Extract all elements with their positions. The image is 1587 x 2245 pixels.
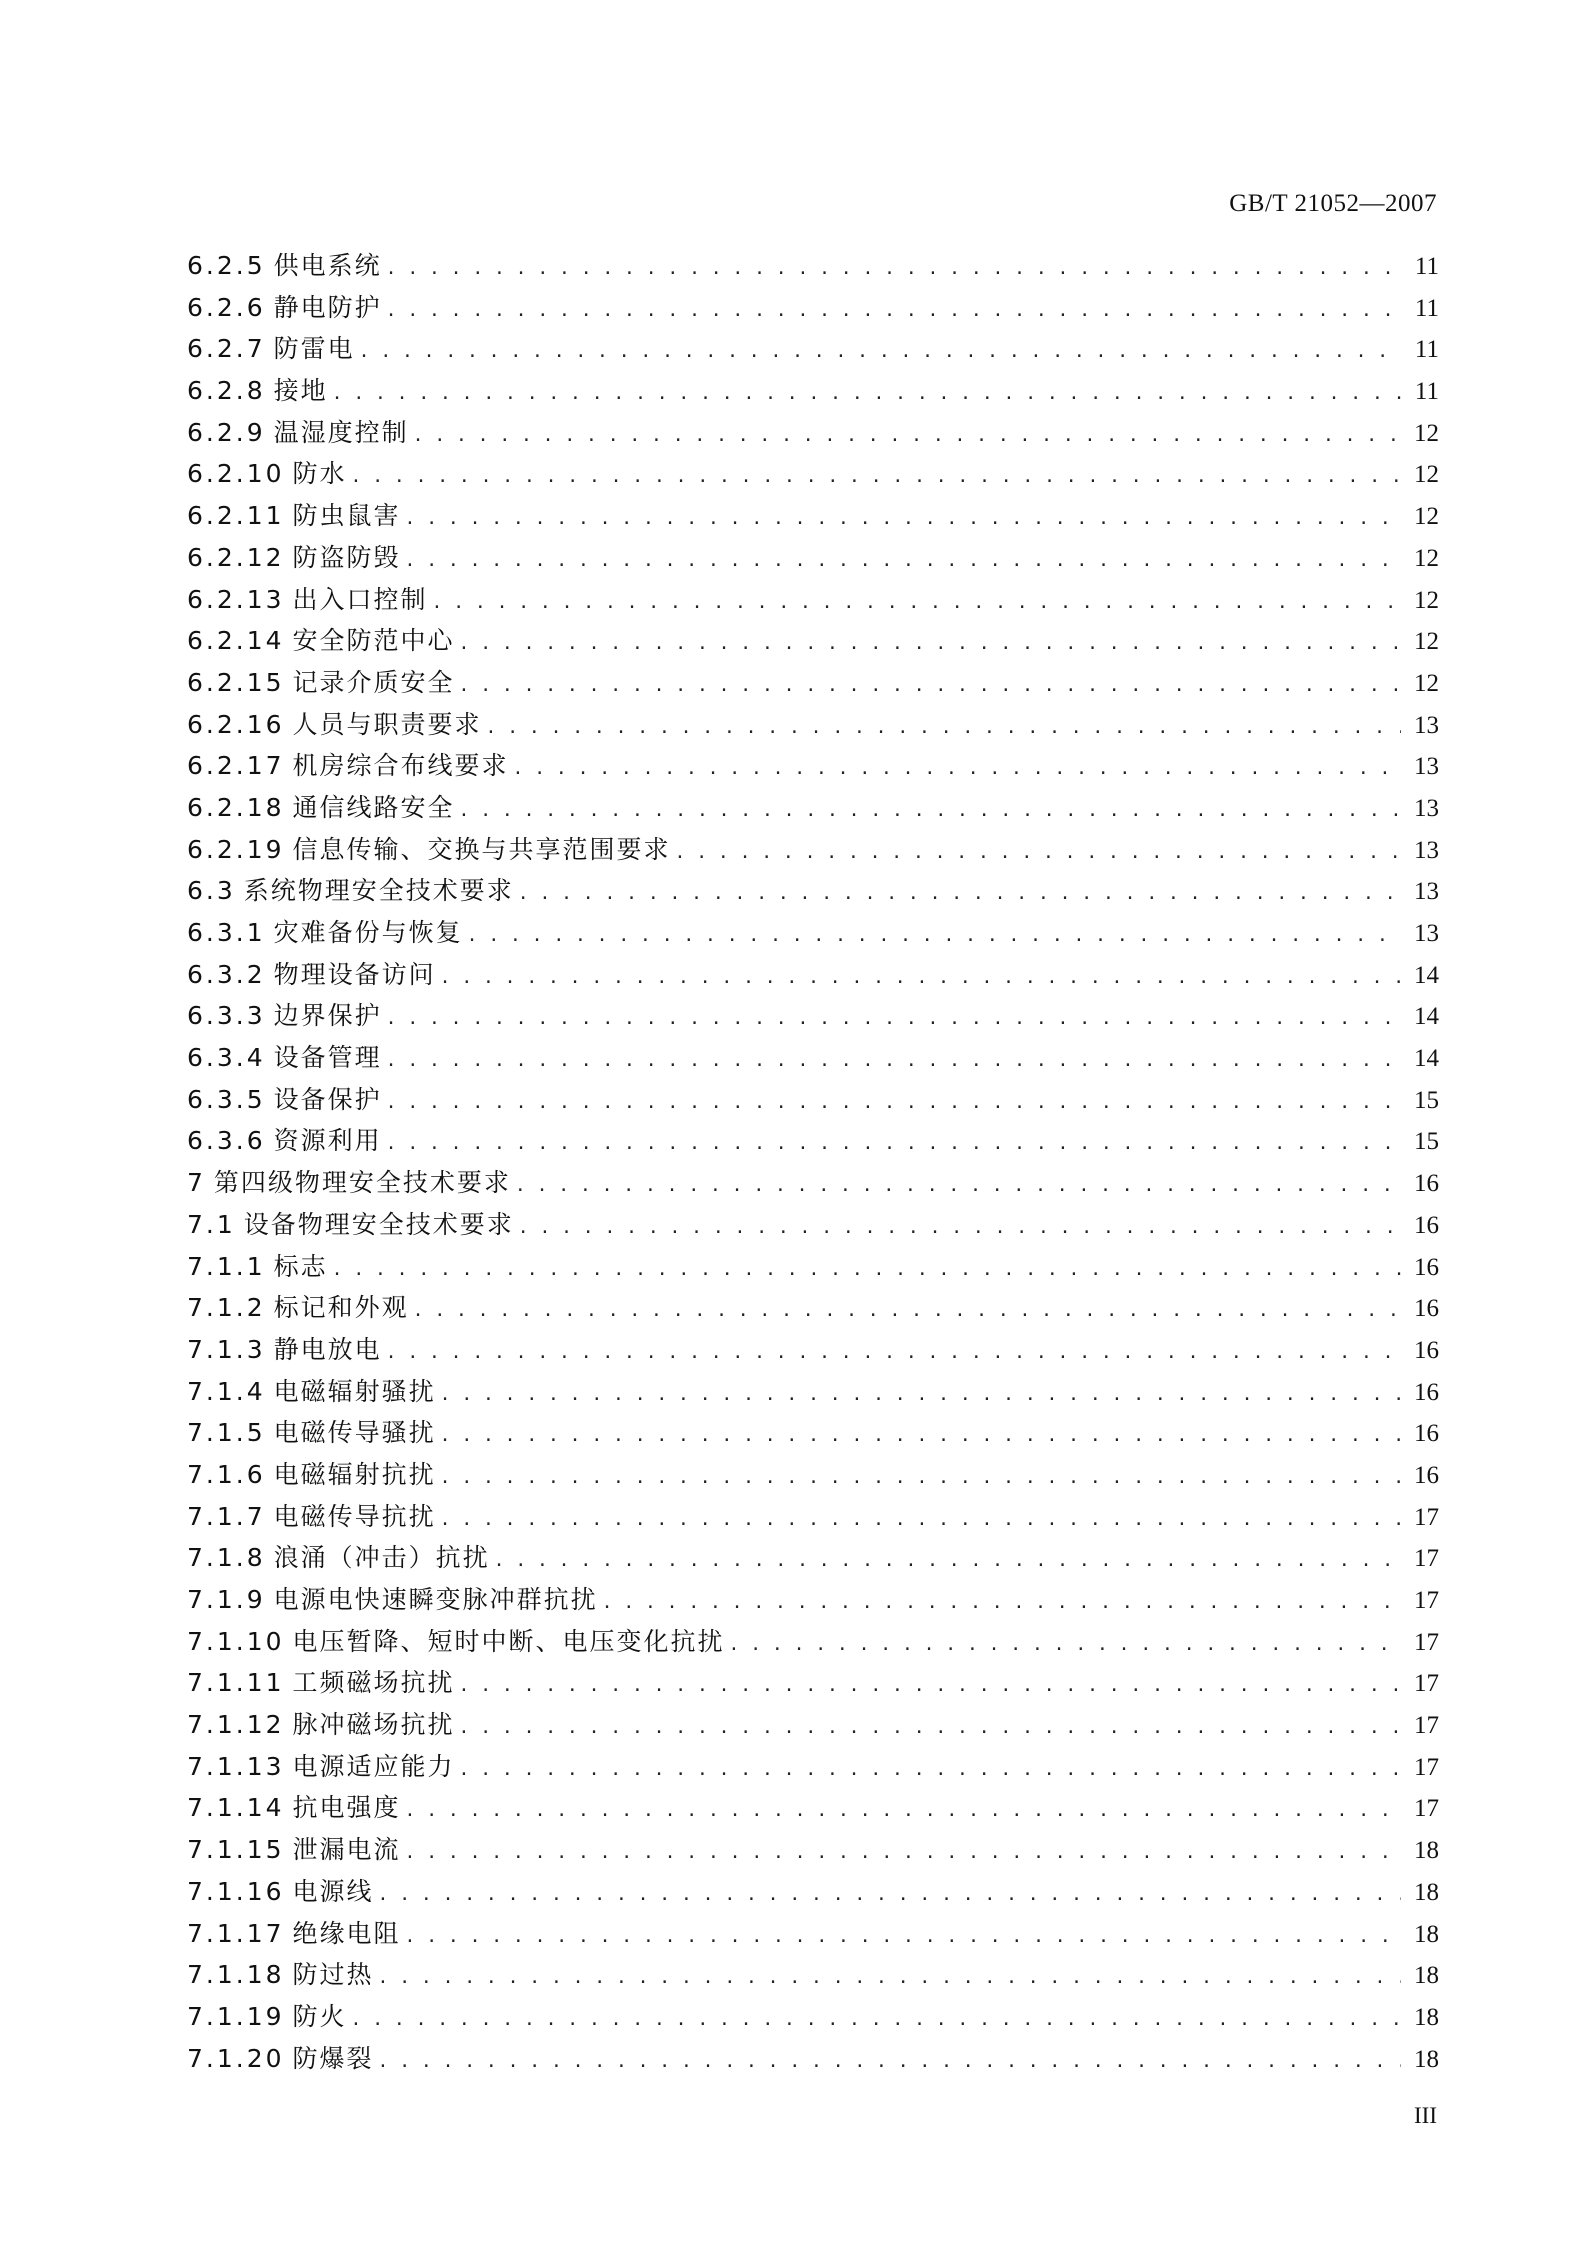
toc-entry-page: 15: [1414, 1086, 1439, 1114]
toc-entry: [187, 287, 1439, 329]
toc-entry: [187, 954, 1439, 996]
toc-entry-title: 电磁辐射抗扰: [273, 1459, 436, 1489]
toc-entry: [187, 1704, 1439, 1746]
toc-entry-number: 6.2.16: [187, 709, 285, 739]
toc-entry: [187, 1412, 1439, 1454]
toc-dot-leader: [386, 290, 1401, 332]
toc-entry-page: 16: [1414, 1253, 1439, 1281]
toc-entry-title: 标记和外观: [273, 1293, 409, 1323]
page-number: III: [1414, 2103, 1437, 2128]
toc-entry: [187, 495, 1439, 537]
toc-entry: [187, 787, 1439, 829]
toc-dot-leader: [378, 2041, 1401, 2083]
toc-entry-page: 17: [1414, 1753, 1439, 1781]
toc-entry-page: 16: [1414, 1461, 1439, 1489]
toc-entry-title: 防爆裂: [292, 2043, 374, 2073]
toc-dot-leader: [413, 415, 1401, 457]
toc-entry-number: 6.2.19: [187, 834, 285, 864]
toc-entry-number: 7.1.4: [187, 1376, 266, 1406]
toc-entry-title: 抗电强度: [292, 1793, 401, 1823]
toc-entry-title: 绝缘电阻: [292, 1918, 401, 1948]
toc-dot-leader: [386, 1332, 1401, 1374]
toc-entry: [187, 1037, 1439, 1079]
toc-entry: [187, 453, 1439, 495]
toc-entry: [187, 1120, 1439, 1162]
toc-entry: [187, 1662, 1439, 1704]
toc-dot-leader: [405, 1832, 1401, 1874]
toc-entry-number: 7.1: [187, 1209, 236, 1239]
toc-entry-page: 14: [1414, 1045, 1439, 1073]
toc-dot-leader: [459, 1665, 1401, 1707]
toc-dot-leader: [602, 1582, 1401, 1624]
toc-entry-page: 18: [1414, 1837, 1439, 1865]
toc-entry-title: 电源线: [292, 1876, 374, 1906]
toc-entry-page: 13: [1414, 836, 1439, 864]
toc-entry-title: 信息传输、交换与共享范围要求: [292, 834, 671, 864]
toc-entry-title: 浪涌（冲击）抗扰: [273, 1543, 490, 1573]
toc-entry-number: 6.2.9: [187, 417, 266, 447]
toc-entry-page: 12: [1414, 544, 1439, 572]
toc-entry-number: 7: [187, 1168, 206, 1198]
toc-entry-page: 11: [1414, 378, 1439, 406]
toc-entry-title: 电磁辐射骚扰: [273, 1376, 436, 1406]
toc-dot-leader: [378, 1874, 1401, 1916]
toc-entry-number: 7.1.14: [187, 1793, 285, 1823]
toc-dot-leader: [386, 1082, 1401, 1124]
toc-entry: [187, 370, 1439, 412]
toc-entry-title: 防盗防毁: [292, 542, 401, 572]
toc-entry-page: 18: [1414, 2045, 1439, 2073]
toc-entry-number: 6.2.14: [187, 626, 285, 656]
toc-entry-title: 接地: [273, 376, 328, 406]
toc-entry-title: 设备物理安全技术要求: [243, 1209, 514, 1239]
toc-entry-page: 13: [1414, 794, 1439, 822]
toc-entry-title: 电源适应能力: [292, 1751, 455, 1781]
toc-dot-leader: [386, 248, 1401, 290]
toc-entry-number: 6.2.5: [187, 251, 266, 280]
toc-entry: [187, 870, 1439, 912]
toc-entry-page: 12: [1414, 503, 1439, 531]
toc-entry-title: 电磁传导抗扰: [273, 1501, 436, 1531]
toc-dot-leader: [432, 582, 1401, 624]
toc-entry-title: 防雷电: [273, 334, 355, 364]
toc-entry-title: 通信线路安全: [292, 792, 455, 822]
toc-entry-number: 7.1.5: [187, 1418, 266, 1448]
toc-dot-leader: [405, 540, 1401, 582]
toc-entry-page: 12: [1414, 628, 1439, 656]
toc-dot-leader: [513, 748, 1401, 790]
toc-entry-number: 7.1.3: [187, 1334, 266, 1364]
toc-entry: [187, 1287, 1439, 1329]
toc-entry: [187, 912, 1439, 954]
toc-entry-title: 系统物理安全技术要求: [243, 876, 514, 906]
toc-entry-page: 17: [1414, 1712, 1439, 1740]
toc-dot-leader: [459, 623, 1401, 665]
toc-entry: [187, 1162, 1439, 1204]
toc-entry: [187, 1996, 1439, 2038]
toc-dot-leader: [386, 1040, 1401, 1082]
toc-entry: [187, 1246, 1439, 1288]
toc-entry-number: 6.2.15: [187, 667, 285, 697]
toc-dot-leader: [459, 665, 1401, 707]
toc-entry-page: 17: [1414, 1670, 1439, 1698]
toc-entry-title: 标志: [273, 1251, 328, 1281]
toc-entry: [187, 2038, 1439, 2080]
toc-entry-title: 防水: [292, 459, 347, 489]
toc-dot-leader: [440, 1415, 1401, 1457]
toc-entry-page: 13: [1414, 878, 1439, 906]
toc-entry: [187, 1371, 1439, 1413]
toc-dot-leader: [405, 1916, 1401, 1958]
toc-entry-number: 7.1.20: [187, 2043, 285, 2073]
toc-entry-page: 11: [1414, 253, 1439, 280]
toc-entry-number: 7.1.1: [187, 1251, 266, 1281]
toc-dot-leader: [729, 1624, 1401, 1666]
toc-entry-number: 6.2.8: [187, 376, 266, 406]
toc-entry-page: 16: [1414, 1420, 1439, 1448]
toc-entry-title: 防火: [292, 2001, 347, 2031]
toc-entry: [187, 328, 1439, 370]
toc-entry-title: 出入口控制: [292, 584, 428, 614]
toc-entry-page: 12: [1414, 586, 1439, 614]
toc-entry-page: 16: [1414, 1170, 1439, 1198]
toc-entry-number: 7.1.19: [187, 2001, 285, 2031]
toc-entry: [187, 1204, 1439, 1246]
toc-entry: [187, 1579, 1439, 1621]
toc-entry-number: 7.1.6: [187, 1459, 266, 1489]
toc-dot-leader: [675, 832, 1401, 874]
toc-entry-page: 17: [1414, 1628, 1439, 1656]
toc-entry-number: 7.1.9: [187, 1585, 266, 1614]
toc-entry-number: 7.1.13: [187, 1751, 285, 1781]
toc-entry-number: 6.2.18: [187, 792, 285, 822]
toc-entry-number: 6.2.7: [187, 334, 266, 364]
toc-dot-leader: [386, 1123, 1401, 1165]
toc-dot-leader: [359, 331, 1401, 373]
toc-dot-leader: [486, 707, 1401, 749]
toc-entry-number: 7.1.17: [187, 1918, 285, 1948]
toc-entry: [187, 704, 1439, 746]
toc-entry: [187, 1454, 1439, 1496]
toc-entry: [187, 620, 1439, 662]
toc-entry: [187, 745, 1439, 787]
toc-entry-page: 12: [1414, 669, 1439, 697]
toc-entry-page: 12: [1414, 419, 1439, 447]
toc-entry-title: 温湿度控制: [273, 417, 409, 447]
toc-entry-number: 6.2.10: [187, 459, 285, 489]
toc-dot-leader: [386, 998, 1401, 1040]
toc-entry-title: 资源利用: [273, 1126, 382, 1156]
toc-dot-leader: [494, 1540, 1401, 1582]
toc-entry: [187, 412, 1439, 454]
toc-entry-number: 7.1.11: [187, 1668, 285, 1698]
toc-entry: [187, 1954, 1439, 1996]
toc-entry: [187, 1871, 1439, 1913]
toc-entry-title: 人员与职责要求: [292, 709, 482, 739]
toc-entry: [187, 1329, 1439, 1371]
toc-entry: [187, 995, 1439, 1037]
toc-dot-leader: [459, 1749, 1401, 1791]
toc-entry-number: 6.3.2: [187, 959, 266, 989]
toc-entry-number: 7.1.8: [187, 1543, 266, 1573]
toc-entry-page: 14: [1414, 961, 1439, 989]
toc-entry: [187, 579, 1439, 621]
toc-entry: [187, 1913, 1439, 1955]
toc-entry-page: 13: [1414, 920, 1439, 947]
toc-entry-title: 供电系统: [273, 251, 382, 280]
toc-entry-title: 防过热: [292, 1960, 374, 1990]
toc-dot-leader: [440, 1457, 1401, 1499]
toc-entry-number: 6.3: [187, 876, 236, 906]
toc-entry-number: 6.2.13: [187, 584, 285, 614]
toc-dot-leader: [440, 1374, 1401, 1416]
toc-entry-number: 6.3.6: [187, 1126, 266, 1156]
toc-entry: [187, 829, 1439, 871]
toc-dot-leader: [518, 873, 1401, 915]
toc-entry-page: 16: [1414, 1211, 1439, 1239]
toc-entry-title: 脉冲磁场抗扰: [292, 1710, 455, 1740]
toc-entry-number: 7.1.12: [187, 1710, 285, 1740]
toc-entry-title: 防虫鼠害: [292, 501, 401, 531]
toc-entry-title: 泄漏电流: [292, 1835, 401, 1865]
toc-entry: [187, 662, 1439, 704]
toc-entry-page: 18: [1414, 1878, 1439, 1906]
toc-entry-number: 6.3.4: [187, 1043, 266, 1073]
toc-entry-title: 静电防护: [273, 292, 382, 322]
toc-entry-page: 17: [1414, 1503, 1439, 1531]
toc-entry-page: 16: [1414, 1378, 1439, 1406]
toc-entry-number: 7.1.2: [187, 1293, 266, 1323]
toc-entry-page: 12: [1414, 461, 1439, 489]
toc-entry-page: 18: [1414, 1962, 1439, 1990]
toc-entry-title: 电压暂降、短时中断、电压变化抗扰: [292, 1626, 725, 1656]
toc-entry-number: 7.1.18: [187, 1960, 285, 1990]
toc-dot-leader: [332, 373, 1401, 415]
toc-entry-page: 11: [1414, 294, 1439, 322]
toc-dot-leader: [518, 1207, 1401, 1249]
toc-dot-leader: [351, 456, 1401, 498]
toc-entry-number: 7.1.16: [187, 1876, 285, 1906]
toc-entry-number: 6.2.12: [187, 542, 285, 572]
toc-entry-number: 7.1.7: [187, 1501, 266, 1531]
toc-entry-page: 16: [1414, 1336, 1439, 1364]
toc-entry: [187, 1829, 1439, 1871]
toc-dot-leader: [515, 1165, 1401, 1207]
toc-entry-page: 16: [1414, 1295, 1439, 1323]
toc-entry-title: 边界保护: [273, 1001, 382, 1031]
toc-dot-leader: [459, 1707, 1401, 1749]
toc-entry-number: 6.2.6: [187, 292, 266, 322]
toc-dot-leader: [332, 1249, 1401, 1291]
toc-dot-leader: [413, 1290, 1401, 1332]
toc-dot-leader: [405, 1790, 1401, 1832]
toc-entry-page: 15: [1414, 1128, 1439, 1156]
toc-entry-title: 机房综合布线要求: [292, 751, 509, 781]
toc-entry-page: 17: [1414, 1545, 1439, 1573]
toc-dot-leader: [467, 915, 1401, 957]
standard-code-header: GB/T 21052—2007: [1229, 190, 1437, 217]
toc-entry-page: 11: [1414, 336, 1439, 364]
toc-dot-leader: [378, 1957, 1401, 1999]
toc-entry-page: 13: [1414, 711, 1439, 739]
toc-entry-number: 6.3.3: [187, 1001, 266, 1031]
toc-entry: [187, 1787, 1439, 1829]
toc-entry-number: 7.1.10: [187, 1626, 285, 1656]
toc-entry-title: 静电放电: [273, 1334, 382, 1364]
toc-dot-leader: [440, 957, 1401, 999]
toc-dot-leader: [351, 1999, 1401, 2041]
toc-entry-number: 7.1.15: [187, 1835, 285, 1865]
toc-entry: [187, 1746, 1439, 1788]
toc-entry: [187, 245, 1439, 287]
toc-entry-title: 电源电快速瞬变脉冲群抗扰: [273, 1585, 598, 1614]
toc-dot-leader: [440, 1499, 1401, 1541]
toc-entry-page: 17: [1414, 1795, 1439, 1823]
toc-entry-number: 6.3.5: [187, 1084, 266, 1114]
toc-dot-leader: [405, 498, 1401, 540]
toc-entry-title: 电磁传导骚扰: [273, 1418, 436, 1448]
toc-entry-page: 14: [1414, 1003, 1439, 1031]
toc-dot-leader: [459, 790, 1401, 832]
toc-entry: [187, 1079, 1439, 1121]
toc-entry-page: 13: [1414, 753, 1439, 781]
toc-entry-title: 工频磁场抗扰: [292, 1668, 455, 1698]
toc-entry-title: 灾难备份与恢复: [273, 918, 463, 947]
toc-entry-number: 6.3.1: [187, 918, 266, 947]
toc-entry-number: 6.2.11: [187, 501, 285, 531]
toc-entry: [187, 1537, 1439, 1579]
toc-entry-title: 记录介质安全: [292, 667, 455, 697]
toc-entry: [187, 537, 1439, 579]
toc-entry-title: 设备保护: [273, 1084, 382, 1114]
toc-entry-title: 第四级物理安全技术要求: [213, 1168, 511, 1198]
toc-entry-page: 18: [1414, 2003, 1439, 2031]
toc-entry: [187, 1621, 1439, 1663]
toc-entry-page: 18: [1414, 1920, 1439, 1948]
table-of-contents: [187, 245, 1439, 2079]
toc-entry: [187, 1496, 1439, 1538]
toc-entry-title: 设备管理: [273, 1043, 382, 1073]
toc-entry-title: 物理设备访问: [273, 959, 436, 989]
toc-entry-title: 安全防范中心: [292, 626, 455, 656]
toc-entry-page: 17: [1414, 1587, 1439, 1614]
toc-entry-number: 6.2.17: [187, 751, 285, 781]
